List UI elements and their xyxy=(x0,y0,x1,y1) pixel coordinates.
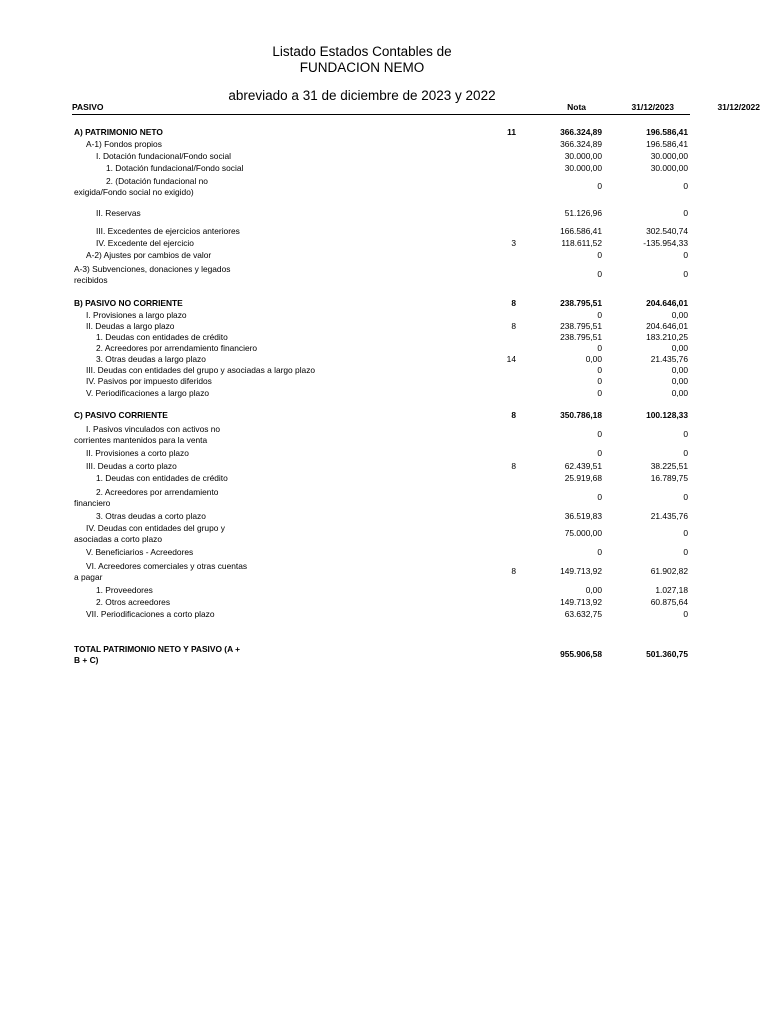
row-value-2022: 0 xyxy=(683,448,688,458)
row-label-line1: I. Pasivos vinculados con activos no xyxy=(86,424,221,434)
row-value-2023: 0 xyxy=(597,492,602,502)
row-value-2022: 196.586,41 xyxy=(646,127,688,137)
row-value-2022: 183.210,25 xyxy=(646,332,688,342)
row-value-2023: 30.000,00 xyxy=(564,163,602,173)
row-value-2022: 0 xyxy=(683,429,688,439)
row-value-2022: 0 xyxy=(683,547,688,557)
row-value-2023: 238.795,51 xyxy=(560,321,602,331)
row-value-2022: 60.875,64 xyxy=(650,597,688,607)
row-value-2022: 0,00 xyxy=(671,365,688,375)
row-value-2022: 0 xyxy=(683,250,688,260)
row-value-2023: 366.324,89 xyxy=(560,139,602,149)
row-nota: 14 xyxy=(506,354,516,364)
row-value-2022: 501.360,75 xyxy=(646,649,688,659)
header-nota: Nota xyxy=(567,102,586,112)
row-nota: 8 xyxy=(511,566,516,576)
row-value-2023: 955.906,58 xyxy=(560,649,602,659)
row-label-line1: 2. (Dotación fundacional no xyxy=(106,176,208,186)
row-label: III. Deudas a corto plazo xyxy=(86,461,177,471)
row-value-2023: 0 xyxy=(597,269,602,279)
row-label: 2. Acreedores por arrendamiento financiero xyxy=(96,343,258,353)
header-2022: 31/12/2022 xyxy=(717,102,760,112)
row-value-2023: 0,00 xyxy=(585,585,602,595)
row-value-2022: 0 xyxy=(683,269,688,279)
row-label: VII. Periodificaciones a corto plazo xyxy=(86,609,215,619)
row-label-line2: financiero xyxy=(74,497,111,508)
row-label: II. Provisiones a corto plazo xyxy=(86,448,189,458)
row-label: III. Excedentes de ejercicios anteriores xyxy=(96,226,240,236)
row-nota: 8 xyxy=(511,461,516,471)
row-value-2022: 30.000,00 xyxy=(650,163,688,173)
row-value-2023: 63.632,75 xyxy=(564,609,602,619)
row-value-2023: 149.713,92 xyxy=(560,566,602,576)
row-value-2022: 30.000,00 xyxy=(650,151,688,161)
row-label: 2. Otros acreedores xyxy=(96,597,171,607)
row-value-2023: 238.795,51 xyxy=(560,332,602,342)
row-label xyxy=(74,176,208,197)
header-2023: 31/12/2023 xyxy=(631,102,674,112)
row-value-2022: 16.789,75 xyxy=(650,473,688,483)
row-value-2022: 0 xyxy=(683,181,688,191)
row-label: III. Deudas con entidades del grupo y asociadas a largo plazo xyxy=(86,365,316,375)
row-label-line1: A-3) Subvenciones, donaciones y legados xyxy=(74,264,231,274)
row-label xyxy=(74,487,218,508)
row-value-2022: 0 xyxy=(683,609,688,619)
row-value-2023: 166.586,41 xyxy=(560,226,602,236)
row-value-2023: 118.611,52 xyxy=(561,238,602,248)
row-value-2022: 1.027,18 xyxy=(655,585,688,595)
row-label: C) PASIVO CORRIENTE xyxy=(74,410,168,420)
row-value-2023: 0 xyxy=(597,181,602,191)
row-label-line2: corrientes mantenidos para la venta xyxy=(74,434,208,445)
document-subtitle: abreviado a 31 de diciembre de 2023 y 2022 xyxy=(228,88,496,103)
row-value-2023: 75.000,00 xyxy=(564,528,602,538)
row-label: 1. Dotación fundacional/Fondo social xyxy=(106,163,244,173)
row-label xyxy=(74,644,240,665)
row-value-2022: 21.435,76 xyxy=(650,354,688,364)
header-section: PASIVO xyxy=(72,102,104,112)
row-label: I. Dotación fundacional/Fondo social xyxy=(96,151,232,161)
row-value-2023: 25.919,68 xyxy=(564,473,602,483)
row-label: IV. Pasivos por impuesto diferidos xyxy=(86,376,212,386)
row-value-2023: 51.126,96 xyxy=(564,208,602,218)
row-label xyxy=(74,561,247,582)
row-value-2022: 0 xyxy=(683,208,688,218)
row-label: V. Periodificaciones a largo plazo xyxy=(86,388,210,398)
row-value-2023: 0 xyxy=(597,250,602,260)
row-value-2023: 350.786,18 xyxy=(560,410,602,420)
row-value-2022: 21.435,76 xyxy=(650,511,688,521)
row-label-line2: recibidos xyxy=(74,274,108,285)
row-label-line2: a pagar xyxy=(74,571,103,582)
row-value-2022: 61.902,82 xyxy=(650,566,688,576)
row-value-2022: 0 xyxy=(683,528,688,538)
row-nota: 11 xyxy=(507,127,516,137)
row-value-2023: 149.713,92 xyxy=(560,597,602,607)
row-value-2023: 30.000,00 xyxy=(564,151,602,161)
row-value-2022: 38.225,51 xyxy=(650,461,688,471)
row-value-2023: 0 xyxy=(597,429,602,439)
row-value-2023: 0,00 xyxy=(585,354,602,364)
row-value-2023: 0 xyxy=(597,310,602,320)
row-value-2022: 0,00 xyxy=(671,388,688,398)
row-label: 1. Deudas con entidades de crédito xyxy=(96,332,228,342)
row-label: IV. Excedente del ejercicio xyxy=(96,238,194,248)
row-value-2023: 0 xyxy=(597,365,602,375)
row-value-2023: 366.324,89 xyxy=(560,127,602,137)
row-label: B) PASIVO NO CORRIENTE xyxy=(74,298,183,308)
row-value-2022: 204.646,01 xyxy=(646,321,688,331)
row-value-2022: 100.128,33 xyxy=(646,410,688,420)
row-label: V. Beneficiarios - Acreedores xyxy=(86,547,194,557)
row-value-2023: 0 xyxy=(597,376,602,386)
row-label: A-2) Ajustes por cambios de valor xyxy=(86,250,212,260)
table-header xyxy=(72,102,760,115)
row-value-2023: 36.519,83 xyxy=(564,511,602,521)
row-label: II. Reservas xyxy=(96,208,141,218)
row-label xyxy=(74,523,225,544)
row-label xyxy=(74,424,220,445)
row-value-2022: -135.954,33 xyxy=(643,238,688,248)
row-value-2023: 0 xyxy=(597,343,602,353)
row-value-2023: 238.795,51 xyxy=(560,298,602,308)
row-label: 3. Otras deudas a largo plazo xyxy=(96,354,206,364)
row-value-2022: 196.586,41 xyxy=(646,139,688,149)
row-label-line1: 2. Acreedores por arrendamiento xyxy=(96,487,219,497)
row-nota: 8 xyxy=(511,321,516,331)
row-label-line2: exigida/Fondo social no exigido) xyxy=(74,186,194,197)
row-label: I. Provisiones a largo plazo xyxy=(86,310,187,320)
row-label-line1: VI. Acreedores comerciales y otras cuentas xyxy=(86,561,248,571)
row-value-2022: 204.646,01 xyxy=(646,298,688,308)
row-value-2022: 0,00 xyxy=(671,343,688,353)
row-label-line2: asociadas a corto plazo xyxy=(74,533,162,544)
row-value-2022: 0,00 xyxy=(671,310,688,320)
row-nota: 3 xyxy=(511,238,516,248)
row-label-line1: TOTAL PATRIMONIO NETO Y PASIVO (A + xyxy=(74,644,241,654)
row-value-2022: 302.540,74 xyxy=(646,226,688,236)
row-value-2023: 0 xyxy=(597,448,602,458)
row-label: A) PATRIMONIO NETO xyxy=(74,127,163,137)
row-label: A-1) Fondos propios xyxy=(86,139,162,149)
row-label: 3. Otras deudas a corto plazo xyxy=(96,511,206,521)
row-value-2023: 62.439,51 xyxy=(564,461,602,471)
row-label: II. Deudas a largo plazo xyxy=(86,321,175,331)
document-title-line2: FUNDACION NEMO xyxy=(299,60,425,75)
row-value-2022: 0 xyxy=(683,492,688,502)
row-nota: 8 xyxy=(511,410,516,420)
row-value-2022: 0,00 xyxy=(671,376,688,386)
row-value-2023: 0 xyxy=(597,388,602,398)
row-nota: 8 xyxy=(511,298,516,308)
document-title-line1: Listado Estados Contables de xyxy=(272,44,452,59)
row-label: 1. Deudas con entidades de crédito xyxy=(96,473,228,483)
row-label xyxy=(74,264,230,285)
row-label-line2: B + C) xyxy=(74,654,99,665)
row-label: 1. Proveedores xyxy=(96,585,153,595)
row-value-2023: 0 xyxy=(597,547,602,557)
row-label-line1: IV. Deudas con entidades del grupo y xyxy=(86,523,225,533)
